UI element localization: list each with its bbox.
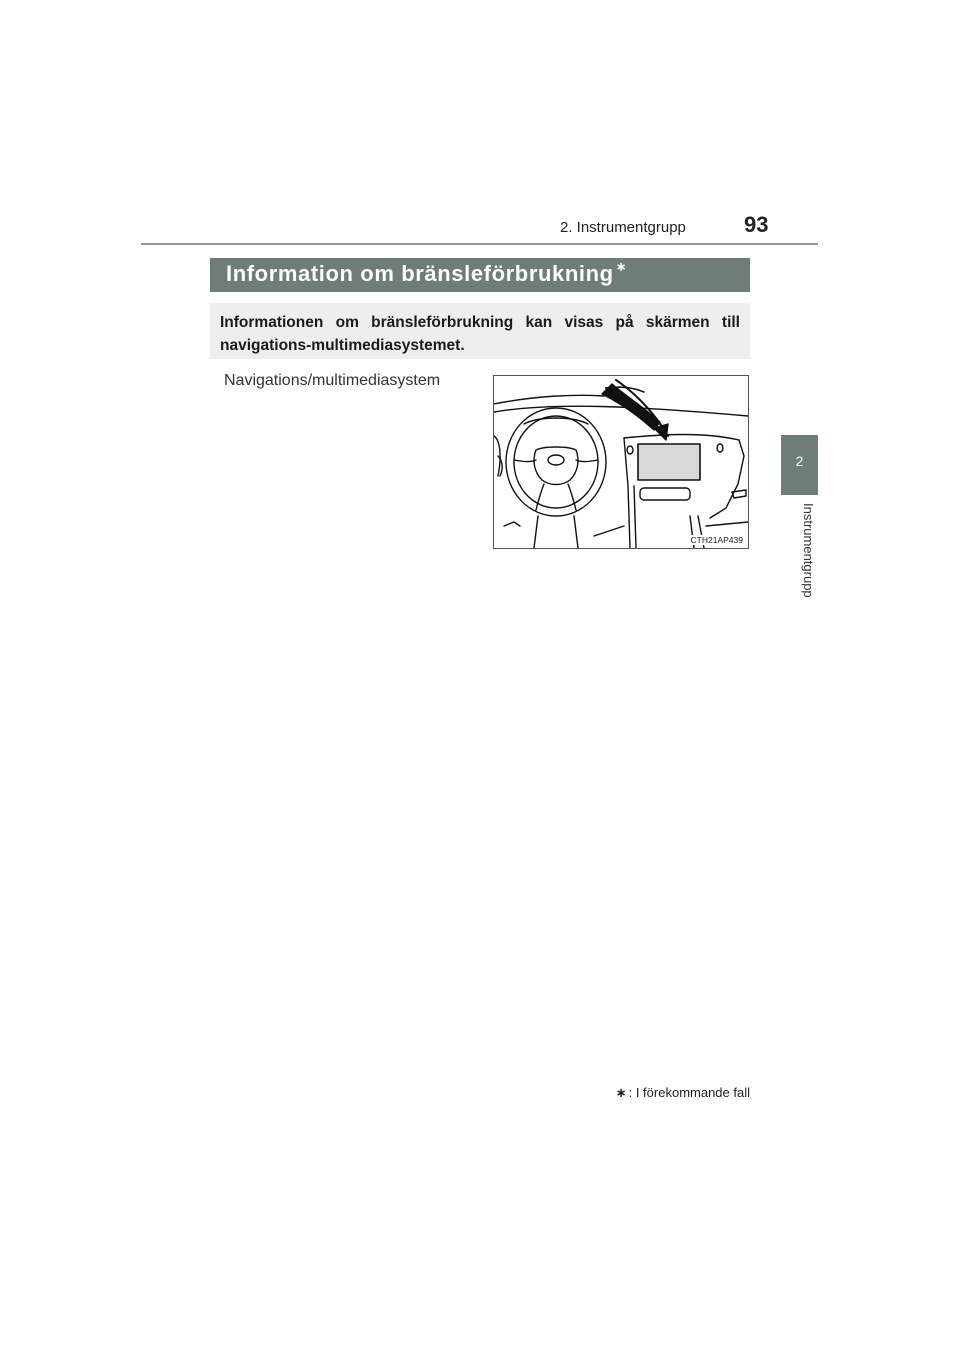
intro-text: Informationen om bränsleförbrukning kan visas på skärmen till navigations-multimediasystemet.: [220, 314, 740, 354]
figure-code: CTH21AP439: [690, 535, 743, 545]
dashboard-illustration: [493, 375, 749, 549]
side-tab-number: 2: [781, 435, 818, 495]
footnote-text: : I förekommande fall: [628, 1085, 750, 1100]
header-rule: [141, 243, 818, 245]
side-tab-label: Instrumentgrupp: [801, 503, 816, 598]
intro-box: [210, 303, 750, 359]
dashboard-illustration-icon: [494, 376, 748, 548]
footnote: [616, 1085, 750, 1101]
section-title-bar: [210, 258, 750, 292]
section-title-text: Information om bränsleförbrukning: [226, 261, 614, 286]
section-title: [226, 261, 627, 287]
chapter-title: 2. Instrumentgrupp: [560, 219, 686, 236]
footnote-star: ∗: [615, 1085, 627, 1100]
figure-label: Navigations/multimediasystem: [224, 372, 441, 389]
section-title-asterisk: ∗: [615, 259, 628, 274]
page-number: 93: [744, 212, 769, 237]
